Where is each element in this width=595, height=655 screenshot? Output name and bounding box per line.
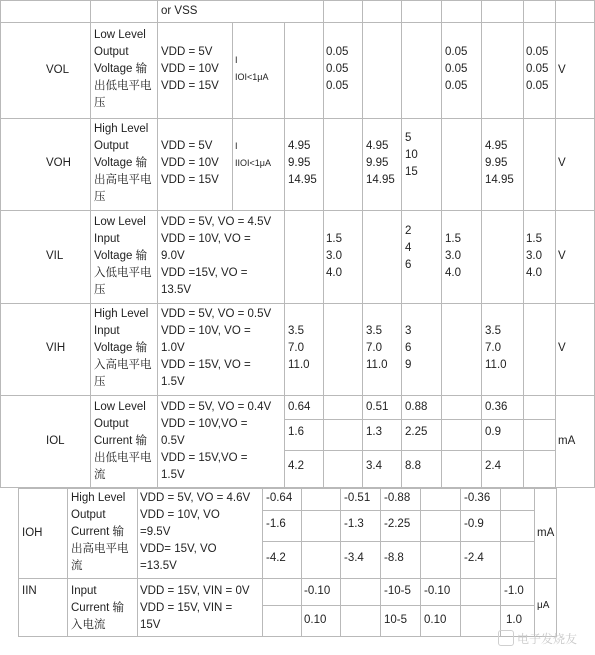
iol-r1-c2: 0.51	[366, 401, 389, 413]
iin-r2-c4: 1.0	[506, 614, 522, 626]
iol-r1-c1: 0.64	[288, 401, 311, 413]
desc-iin: Input Current 输 入电流	[71, 585, 125, 631]
param-iin: IIN	[22, 585, 37, 597]
cond-vil: VDD = 5V, VO = 4.5V VDD = 10V, VO = 9.0V VDD =15V, VO = 13.5V	[161, 216, 272, 296]
cond-voh: VDD = 5V VDD = 10V VDD = 15V	[161, 140, 219, 186]
watermark-logo-icon	[498, 630, 514, 646]
top-fragment: or VSS	[161, 5, 198, 17]
ioh-r1-c2: -0.51	[344, 492, 371, 504]
iol-r3-c1: 4.2	[288, 460, 304, 472]
vil-v5: 1.5 3.0 4.0	[445, 233, 461, 279]
unit-iol: mA	[558, 435, 576, 447]
unit-vol: V	[558, 64, 566, 76]
iol-r2-c1: 1.6	[288, 426, 304, 438]
iin-r1-c2: -10-5	[384, 585, 411, 597]
cond-vih: VDD = 5V, VO = 0.5V VDD = 10V, VO = 1.0V VDD = 15V, VO = 1.5V	[161, 308, 272, 388]
cond-iin: VDD = 15V, VIN = 0V VDD = 15V, VIN = 15V	[140, 585, 250, 631]
ioh-r3-c1: -4.2	[266, 552, 286, 564]
desc-vih: High Level Input Voltage 输 入高电平电 压	[94, 308, 152, 388]
iol-r1-c3: 0.88	[405, 401, 428, 413]
extra-vol: I IOI<1μA	[235, 55, 269, 82]
iol-r2-c4: 0.9	[485, 426, 501, 438]
desc-voh: High Level Output Voltage 输 出高电平电 压	[94, 123, 152, 203]
voh-v6: 4.95 9.95 14.95	[485, 140, 514, 186]
ioh-r3-c2: -3.4	[344, 552, 364, 564]
desc-iol: Low Level Output Current 输 出低电平电 流	[94, 401, 152, 481]
vol-v5: 0.05 0.05 0.05	[445, 46, 468, 92]
iol-r3-c4: 2.4	[485, 460, 501, 472]
vil-v2: 1.5 3.0 4.0	[326, 233, 342, 279]
extra-voh: I IIOI<1μA	[235, 141, 271, 168]
unit-voh: V	[558, 157, 566, 169]
ioh-r1-c3: -0.88	[384, 492, 411, 504]
iol-r2-c2: 1.3	[366, 426, 382, 438]
param-vih: VIH	[46, 342, 66, 354]
watermark: 电子发烧友	[498, 630, 577, 647]
unit-ioh: mA	[537, 527, 555, 539]
ioh-r2-c4: -0.9	[464, 518, 484, 530]
iol-r3-c2: 3.4	[366, 460, 382, 472]
iol-r1-c4: 0.36	[485, 401, 508, 413]
vil-v7: 1.5 3.0 4.0	[526, 233, 542, 279]
ioh-r2-c2: -1.3	[344, 518, 364, 530]
vol-v7: 0.05 0.05 0.05	[526, 46, 549, 92]
voh-v3: 4.95 9.95 14.95	[366, 140, 395, 186]
iin-r2-c3: 0.10	[424, 614, 447, 626]
vih-v3: 3.5 7.0 11.0	[366, 325, 388, 371]
ioh-r2-c1: -1.6	[266, 518, 286, 530]
param-vil: VIL	[46, 250, 64, 262]
iin-r1-c4: -1.0	[504, 585, 524, 597]
param-voh: VOH	[46, 157, 71, 169]
iin-r2-c1: 0.10	[304, 614, 327, 626]
vil-v4: 2 4 6	[405, 225, 412, 271]
vih-v1: 3.5 7.0 11.0	[288, 325, 310, 371]
desc-vil: Low Level Input Voltage 输 入低电平电 压	[94, 216, 152, 296]
iol-r2-c3: 2.25	[405, 426, 428, 438]
vol-v2: 0.05 0.05 0.05	[326, 46, 349, 92]
param-iol: IOL	[46, 435, 65, 447]
param-vol: VOL	[46, 64, 70, 76]
param-ioh: IOH	[22, 527, 43, 539]
iin-r1-c1: -0.10	[304, 585, 331, 597]
ioh-r1-c4: -0.36	[464, 492, 491, 504]
cond-vol: VDD = 5V VDD = 10V VDD = 15V	[161, 46, 219, 92]
vih-v4: 3 6 9	[405, 325, 412, 371]
iin-r1-c3: -0.10	[424, 585, 451, 597]
ioh-r3-c4: -2.4	[464, 552, 484, 564]
voh-v1: 4.95 9.95 14.95	[288, 140, 317, 186]
cond-ioh: VDD = 5V, VO = 4.6V VDD = 10V, VO =9.5V VDD= 15V, VO =13.5V	[140, 492, 251, 572]
ioh-r1-c1: -0.64	[266, 492, 293, 504]
ioh-r2-c3: -2.25	[384, 518, 411, 530]
cond-iol: VDD = 5V, VO = 0.4V VDD = 10V,VO = 0.5V VDD = 15V,VO = 1.5V	[161, 401, 272, 481]
voh-v4: 5 10 15	[405, 132, 418, 178]
vih-v6: 3.5 7.0 11.0	[485, 325, 507, 371]
unit-vil: V	[558, 250, 566, 262]
ioh-r3-c3: -8.8	[384, 552, 404, 564]
unit-iin: μA	[537, 600, 550, 611]
iol-r3-c3: 8.8	[405, 460, 421, 472]
desc-vol: Low Level Output Voltage 输 出低电平电 压	[94, 29, 152, 109]
unit-vih: V	[558, 342, 566, 354]
iin-r2-c2: 10-5	[384, 614, 408, 626]
desc-ioh: High Level Output Current 输 出高电平电 流	[71, 492, 129, 572]
